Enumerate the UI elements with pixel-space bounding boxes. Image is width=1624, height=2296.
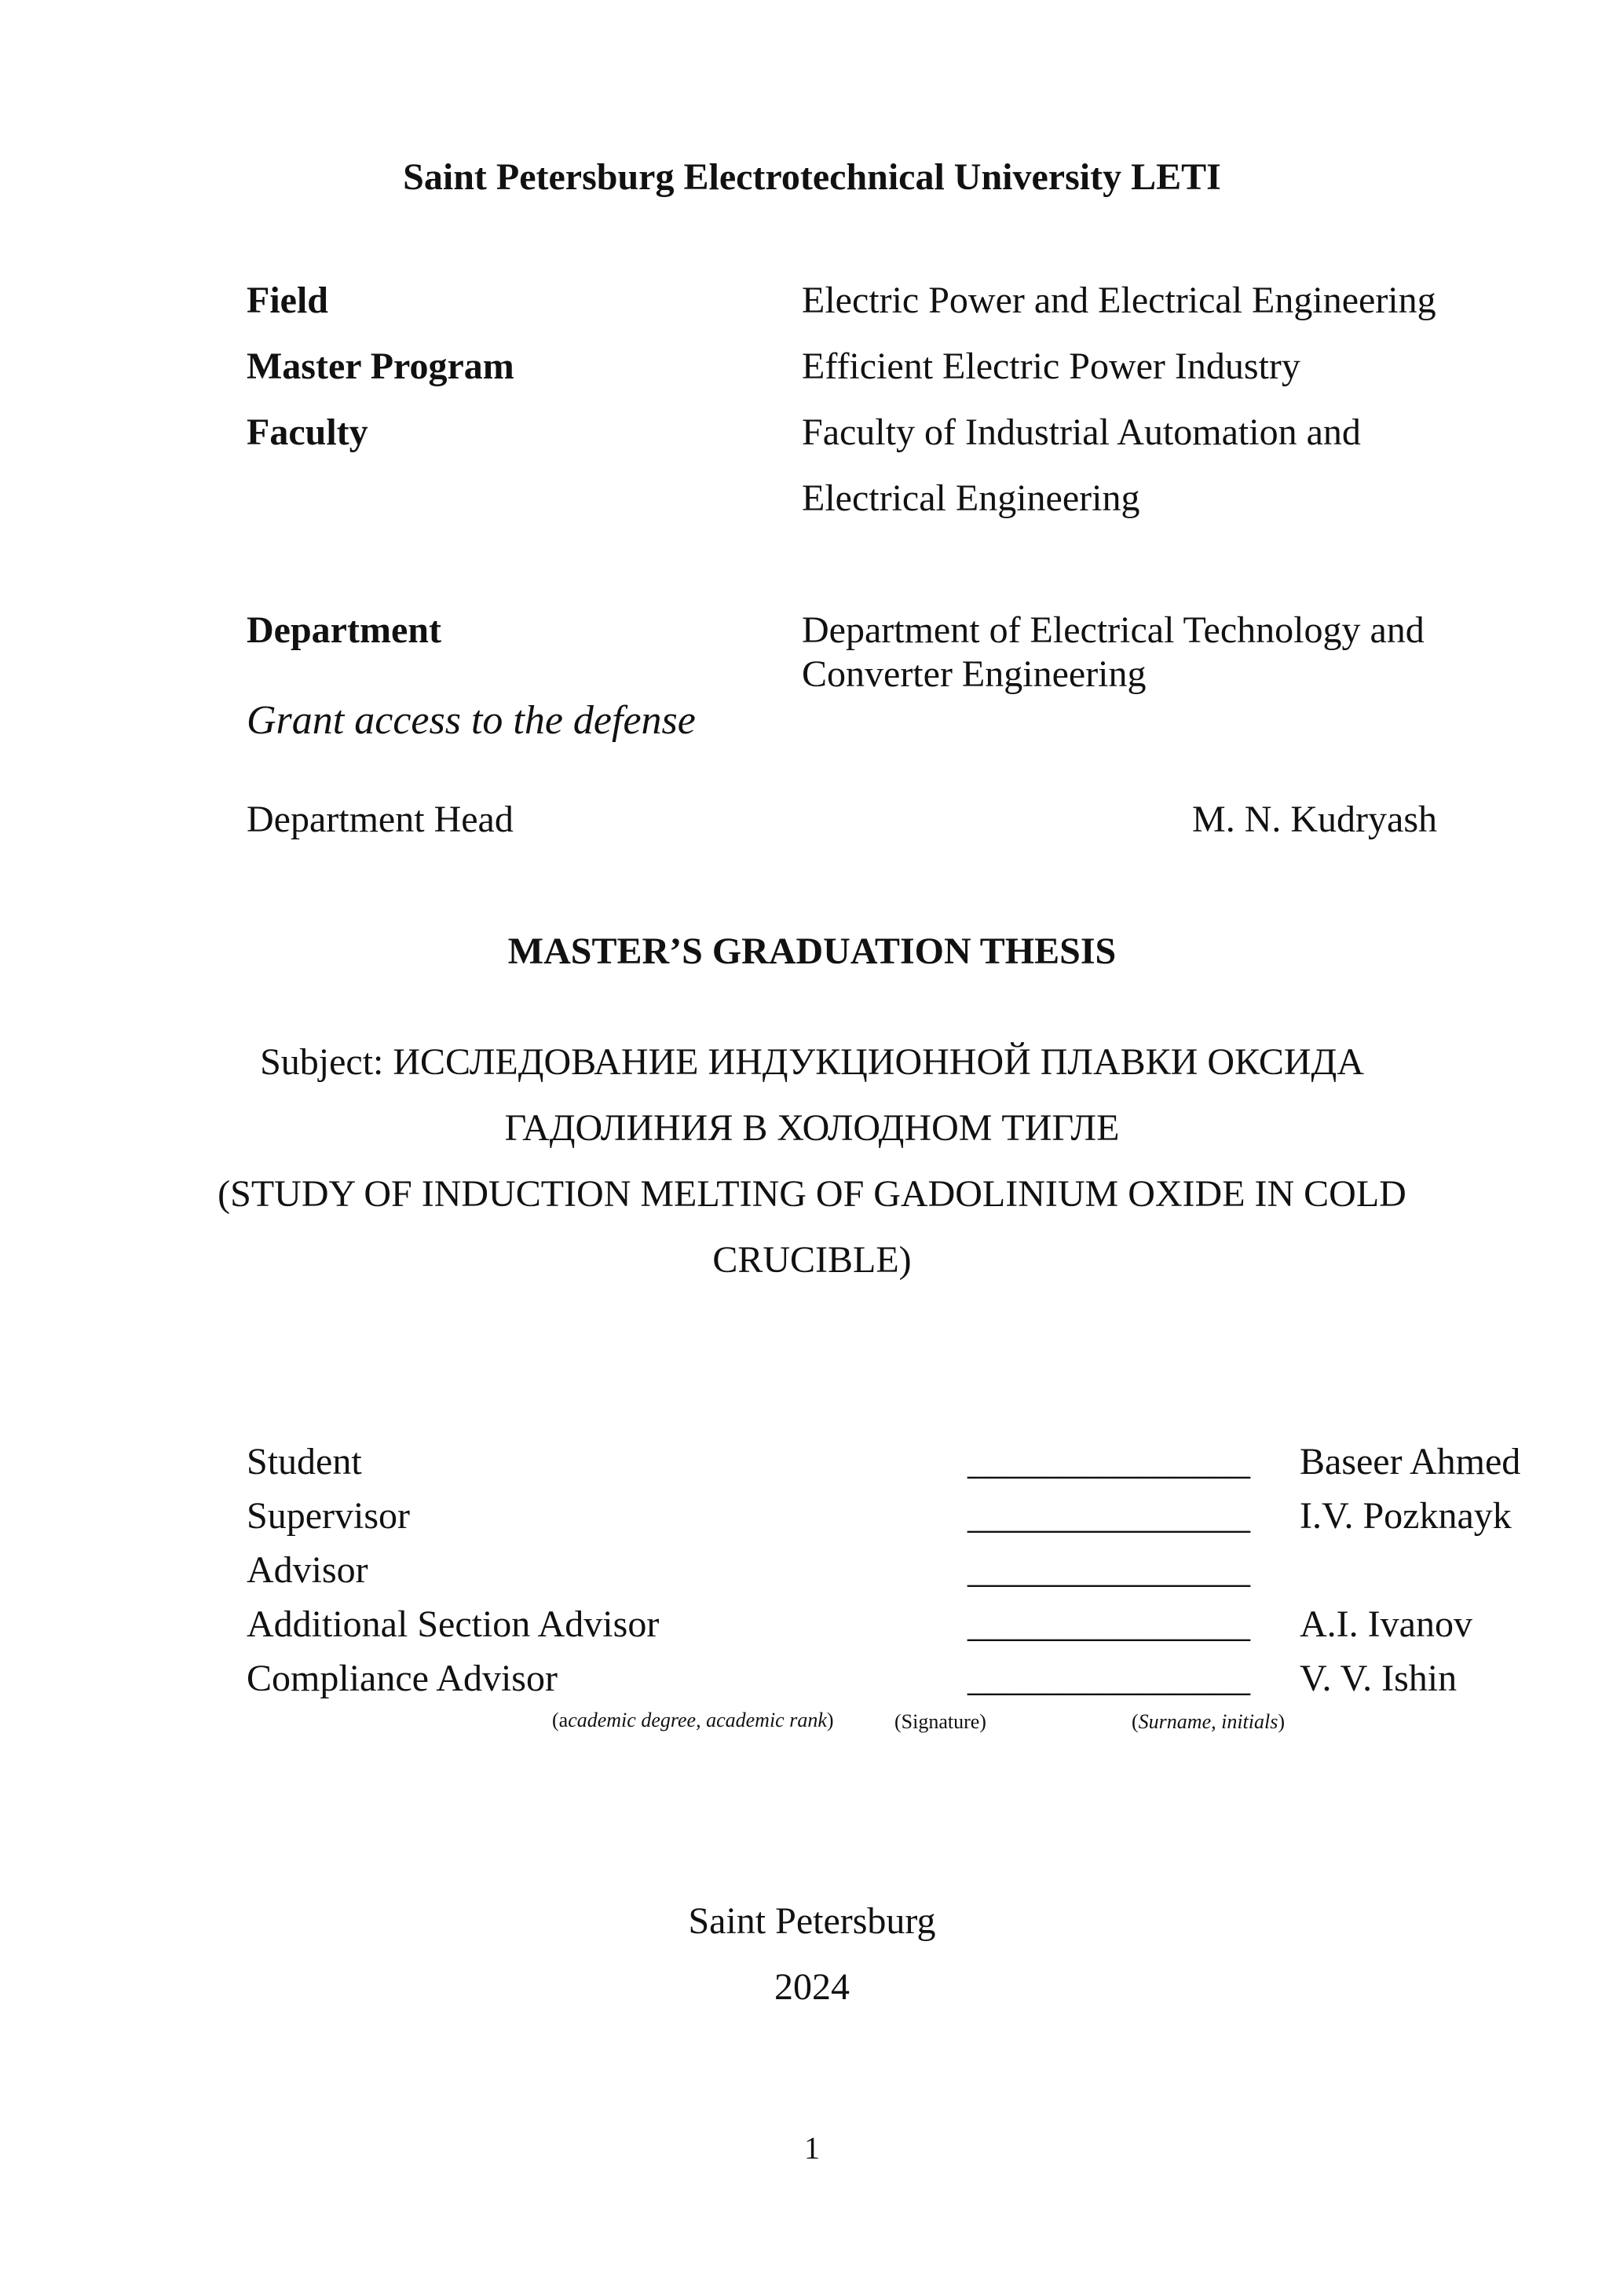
name-additional-section-advisor: A.I. Ivanov — [1300, 1603, 1472, 1645]
grant-access-text: Grant access to the defense — [247, 698, 696, 743]
subject-line1: Subject: ИССЛЕДОВАНИЕ ИНДУКЦИОННОЙ ПЛАВКИ ОКСИДА — [260, 1041, 1364, 1083]
signature-line-compliance-advisor: _______________ — [967, 1658, 1250, 1699]
thesis-type: MASTER’S GRADUATION THESIS — [507, 930, 1117, 972]
role-student: Student — [247, 1441, 362, 1483]
program-value: Efficient Electric Power Industry — [802, 345, 1300, 387]
signature-line-supervisor: _______________ — [967, 1495, 1250, 1537]
field-value: Electric Power and Electrical Engineering — [802, 280, 1436, 321]
field-label: Field — [247, 280, 328, 321]
page-number: 1 — [804, 2130, 820, 2166]
role-compliance-advisor: Compliance Advisor — [247, 1658, 558, 1699]
signature-line-student: _______________ — [967, 1441, 1250, 1483]
department-value-line1: Department of Electrical Technology and — [802, 609, 1425, 651]
university-title: Saint Petersburg Electrotechnical University LETI — [403, 156, 1221, 198]
footer-city: Saint Petersburg — [688, 1900, 936, 1942]
role-supervisor: Supervisor — [247, 1495, 410, 1537]
department-value-line2: Converter Engineering — [802, 653, 1147, 695]
footer-year: 2024 — [774, 1966, 850, 2008]
signature-line-additional-section-advisor: _______________ — [967, 1603, 1250, 1645]
department-label: Department — [247, 609, 441, 651]
name-supervisor: I.V. Pozknayk — [1300, 1495, 1512, 1537]
subject-line2: ГАДОЛИНИЯ В ХОЛОДНОМ ТИГЛЕ — [504, 1107, 1120, 1149]
faculty-value-line1: Faculty of Industrial Automation and — [802, 411, 1361, 453]
caption-surname: (Surname, initials) — [1132, 1710, 1286, 1733]
faculty-label: Faculty — [247, 411, 368, 453]
name-compliance-advisor: V. V. Ishin — [1300, 1658, 1458, 1699]
program-label: Master Program — [247, 345, 514, 387]
head-label: Department Head — [247, 799, 514, 840]
name-student: Baseer Ahmed — [1300, 1441, 1521, 1483]
caption-degree: (academic degree, academic rank) — [552, 1709, 834, 1731]
faculty-value-line2: Electrical Engineering — [802, 477, 1140, 519]
caption-signature: (Signature) — [894, 1710, 986, 1733]
role-additional-section-advisor: Additional Section Advisor — [247, 1603, 660, 1645]
role-advisor: Advisor — [247, 1549, 368, 1591]
subject-line4: CRUCIBLE) — [712, 1239, 912, 1281]
subject-line3: (STUDY OF INDUCTION MELTING OF GADOLINIUM OXIDE IN COLD — [218, 1173, 1406, 1215]
head-name: M. N. Kudryash — [1192, 799, 1437, 840]
signature-line-advisor: _______________ — [967, 1549, 1250, 1591]
